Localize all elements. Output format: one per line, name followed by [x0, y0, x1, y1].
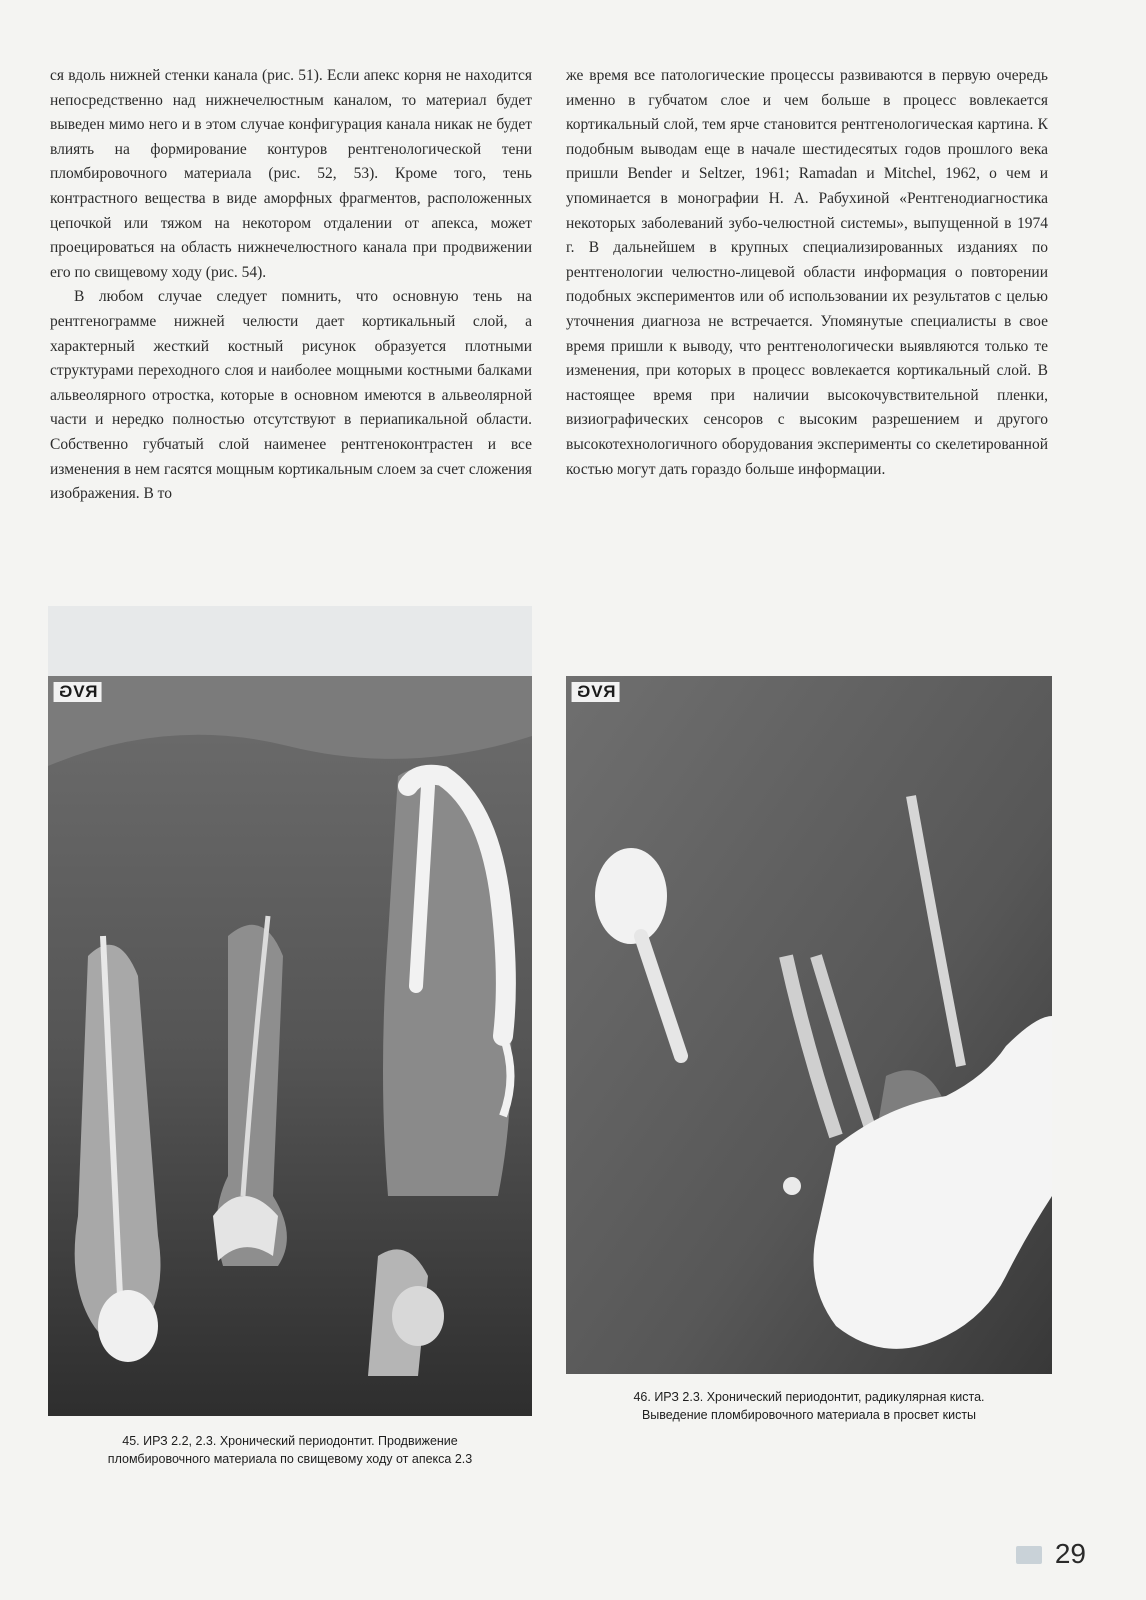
right-paragraph-1: же время все патологические процессы развиваются в первую очередь именно в губчатом слое и чем больше в процесс вовлекается кортикальный слой, тем ярче становится рентгенологическая картина. К подобным выводам еще в начале шестидесятых годов прошлого века пришли Bender и Seltzer, 1961; Ramadan и Mitchel, 1962, о чем и упоминается в монографии Н. А. Рабухиной «Рентгенодиагностика некоторых заболеваний зубо-челюстной системы», выпущенной в 1974 г. В дальнейшем в крупных специализированных изданиях по рентгенологии челюстно-лицевой области информация о повторении подобных экспериментов или об использовании их результатов с целью уточнения диагноза не встречается. Упомянутые специалисты в свое время пришли к выводу, что рентгенологически выявляются только те изменения, при которых в процесс вовлекается кортикальный слой. В настоящее время при наличии высокочувствительной пленки, визиографических сенсоров с высоким разрешением и другого высокотехнологичного оборудования эксперименты со скелетированной костью могут дать гораздо больше информации. — [566, 67, 1048, 478]
radiograph-figure-46 — [566, 676, 1052, 1374]
figure-45-caption — [48, 1432, 532, 1468]
page-number-marker — [1016, 1546, 1042, 1564]
figure-header-band — [48, 606, 532, 676]
figure-46-caption — [566, 1388, 1052, 1424]
caption-line: Выведение пломбировочного материала в просвет кисты — [641, 1408, 977, 1422]
caption-line: 46. ИРЗ 2.3. Хронический периодонтит, радикулярная киста. — [633, 1390, 985, 1404]
left-paragraph-2: В любом случае следует помнить, что основную тень на рентгенограмме нижней челюсти дает кортикальный слой, а характерный жесткий костный рисунок образуется плотными структурами переходного слоя и наиболее мощными костными балками альвеолярного отростка, которые в основном имеются в альвеолярной части и нередко полностью отсутствуют в периапикальной области. Собственно губчатый слой наименее рентгеноконтрастен и все изменения в нем гасятся мощным кортикальным слоем за счет сложения изображения. В то — [50, 288, 532, 503]
rvg-logo: RVG — [54, 682, 102, 702]
radiograph-46-image — [566, 676, 1052, 1374]
radiograph-45-image — [48, 676, 532, 1416]
rvg-logo: RVG — [572, 682, 620, 702]
left-text-column — [50, 64, 532, 507]
right-text-column — [566, 64, 1048, 482]
caption-line: пломбировочного материала по свищевому ходу от апекса 2.3 — [107, 1452, 473, 1466]
radiograph-figure-45 — [48, 676, 532, 1416]
left-paragraph-1: ся вдоль нижней стенки канала (рис. 51). Если апекс корня не находится непосредственно над нижнечелюстным каналом, то материал будет выведен мимо него и в этом случае конфигурация канала никак не будет влиять на формирование контуров рентгенологической тени пломбировочного материала (рис. 52, 53). Кроме того, тень контрастного вещества в виде аморфных фрагментов, расположенных цепочкой или тяжом на некотором отдалении от апекса, может проецироваться на область нижнечелюстного канала при продвижении его по свищевому ходу (рис. 54). — [50, 67, 532, 281]
page-number: 29 — [1054, 1538, 1086, 1569]
caption-line: 45. ИРЗ 2.2, 2.3. Хронический периодонтит. Продвижение — [122, 1434, 458, 1448]
